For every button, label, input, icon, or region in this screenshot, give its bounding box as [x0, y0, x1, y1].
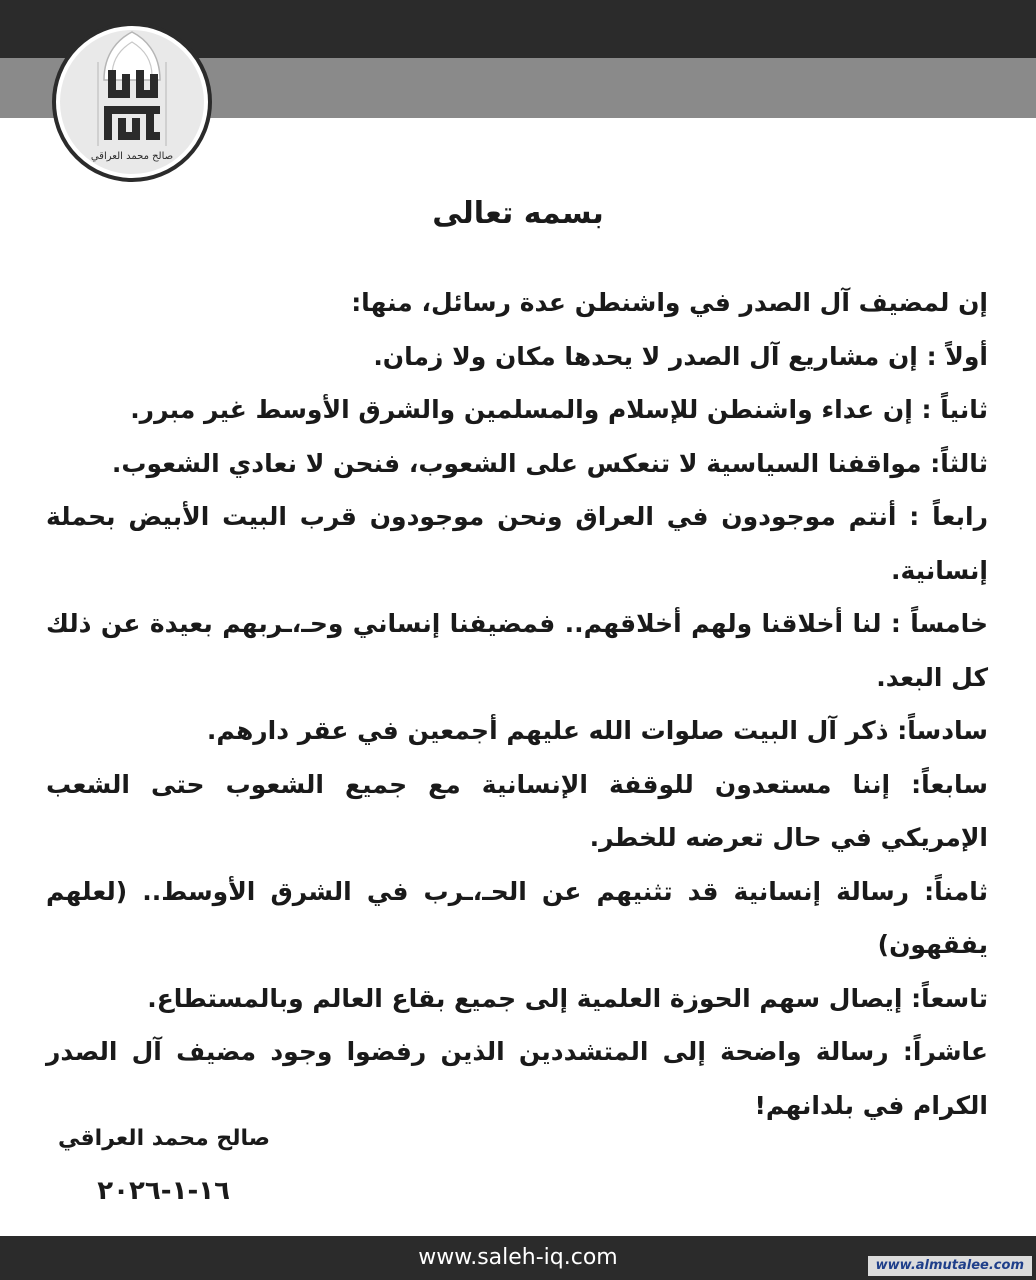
- footer-url[interactable]: www.saleh-iq.com: [418, 1245, 618, 1270]
- logo-emblem: [52, 22, 212, 182]
- point-6: سادساً: ذكر آل البيت صلوات الله عليهم أجمعين في عقر دارهم.: [206, 716, 988, 745]
- point-4: رابعاً : أنتم موجودون في العراق ونحن موجودون قرب البيت الأبيض بحملة إنسانية.: [46, 502, 988, 585]
- signature: صالح محمد العراقي: [58, 1126, 270, 1151]
- point-3: ثالثاً: مواقفنا السياسية لا تنعكس على الشعوب، فنحن لا نعادي الشعوب.: [111, 448, 988, 478]
- logo-name: صالح محمد العراقي: [90, 151, 174, 162]
- point-2: ثانياً : إن عداء واشنطن للإسلام والمسلمين والشرق الأوسط غير مبرر.: [130, 395, 988, 424]
- footer-bar: [0, 1236, 1036, 1280]
- heading: بسمه تعالى: [432, 196, 604, 231]
- point-7: سابعاً: إننا مستعدون للوقفة الإنسانية مع جميع الشعوب حتى الشعب الإمريكي في حال تعرضه للخطر.: [46, 769, 988, 852]
- date: ١٦-١-٢٠٢٦: [97, 1176, 230, 1206]
- point-1: أولاً : إن مشاريع آل الصدر لا يحدها مكان ولا زمان.: [373, 341, 988, 371]
- watermark: www.almutalee.com: [868, 1256, 1032, 1276]
- point-10: عاشراً: رسالة واضحة إلى المتشددين الذين رفضوا وجود مضيف آل الصدر الكرام في بلدانهم!: [46, 1037, 988, 1120]
- statement-body: [46, 276, 988, 1132]
- point-9: تاسعاً: إيصال سهم الحوزة العلمية إلى جميع بقاع العالم وبالمستطاع.: [147, 983, 988, 1013]
- point-5: خامساً : لنا أخلاقنا ولهم أخلاقهم.. فمضيفنا إنساني وحـ،ـربهم بعيدة عن ذلك كل البعد.: [46, 609, 988, 692]
- intro-paragraph: إن لمضيف آل الصدر في واشنطن عدة رسائل، منها:: [351, 288, 988, 317]
- point-8: ثامناً: رسالة إنسانية قد تثنيهم عن الحـ،ـرب في الشرق الأوسط.. (لعلهم يفقهون): [46, 876, 988, 959]
